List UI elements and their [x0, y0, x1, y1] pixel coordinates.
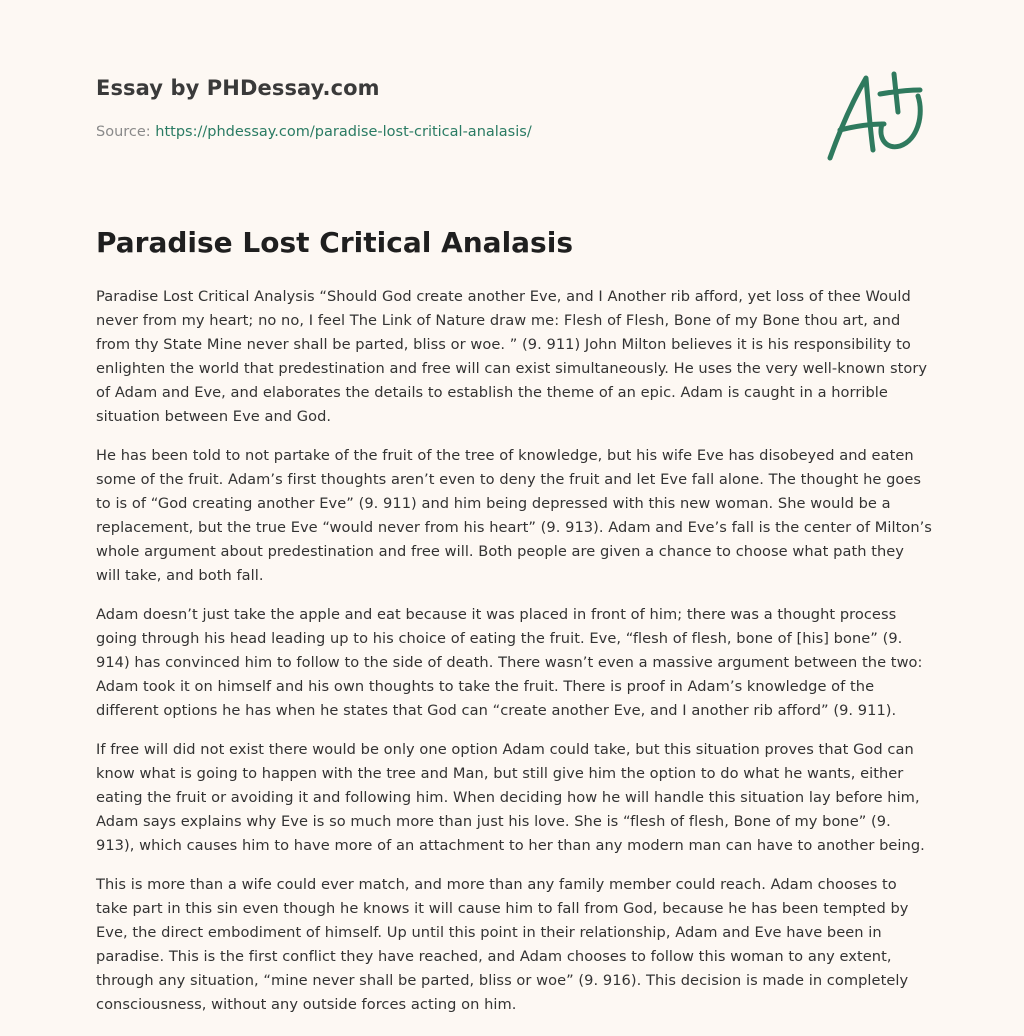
essay-paragraph: He has been told to not partake of the fruit of the tree of knowledge, but his wife Eve has disobeyed and eaten some of the fruit. Adam’s first thoughts aren’t even to deny the fruit and let Eve fall alone. The thought he goes to is of “God creating another Eve” (9. 911) and him being depressed with this new woman. She would be a replacement, but the true Eve “would never from his heart” (9. 913). Adam and Eve’s fall is the center of Milton’s whole argument about predestination and free will. Both people are given a chance to choose what path they will take, and both fall. — [96, 447, 932, 584]
essay-paragraph: If free will did not exist there would be only one option Adam could take, but this situation proves that God can know what is going to happen with the tree and Man, but still give him the option to do what he wants, either eating the fruit or avoiding it and following him. When deciding how he will handle this situation lay before him, Adam says explains why Eve is so much more than just his love. She is “flesh of flesh, Bone of my bone” (9. 913), which causes him to have more of an attachment to her than any modern man can have to another being. — [96, 741, 925, 854]
a-plus-grade-icon — [818, 66, 930, 166]
site-brand: Essay by PHDessay.com — [96, 76, 380, 100]
essay-paragraph: Paradise Lost Critical Analysis “Should God create another Eve, and I Another rib afford, yet loss of thee Would never from my heart; no no, I feel The Link of Nature draw me: Flesh of Flesh, Bone of my Bone thou art, and from thy State Mine never shall be parted, bliss or woe. ” (9. 911) John Milton believes it is his responsibility to enlighten the world that predestination and free will can exist simultaneously. He uses the very well-known story of Adam and Eve, and elaborates the details to establish the theme of an epic. Adam is caught in a horrible situation between Eve and God. — [96, 288, 928, 425]
essay-paragraph: This is more than a wife could ever match, and more than any family member could reach. Adam chooses to take part in this sin even though he knows it will cause him to fall from God, because he has been tempted by Eve, the direct embodiment of himself. Up until this point in their relationship, Adam and Eve have been in paradise. This is the first conflict they have reached, and Adam chooses to follow this woman to any extent, through any situation, “mine never shall be parted, bliss or woe” (9. 916). This decision is made in completely consciousness, without any outside forces acting on him. — [96, 876, 909, 1013]
essay-paragraph: Adam doesn’t just take the apple and eat because it was placed in front of him; there was a thought process going through his head leading up to his choice of eating the fruit. Eve, “flesh of flesh, bone of [his] bone” (9. 914) has convinced him to follow to the side of death. There wasn’t even a massive argument between the two: Adam took it on himself and his own thoughts to take the fruit. There is proof in Adam’s knowledge of the different options he has when he states that God can “create another Eve, and I another rib afford” (9. 911). — [96, 606, 923, 719]
source-link[interactable]: https://phdessay.com/paradise-lost-critical-analasis/ — [155, 124, 532, 140]
essay-body — [96, 285, 932, 1032]
essay-title: Paradise Lost Critical Analasis — [96, 226, 573, 259]
source-label: Source: — [96, 124, 156, 140]
source-line — [96, 124, 532, 140]
